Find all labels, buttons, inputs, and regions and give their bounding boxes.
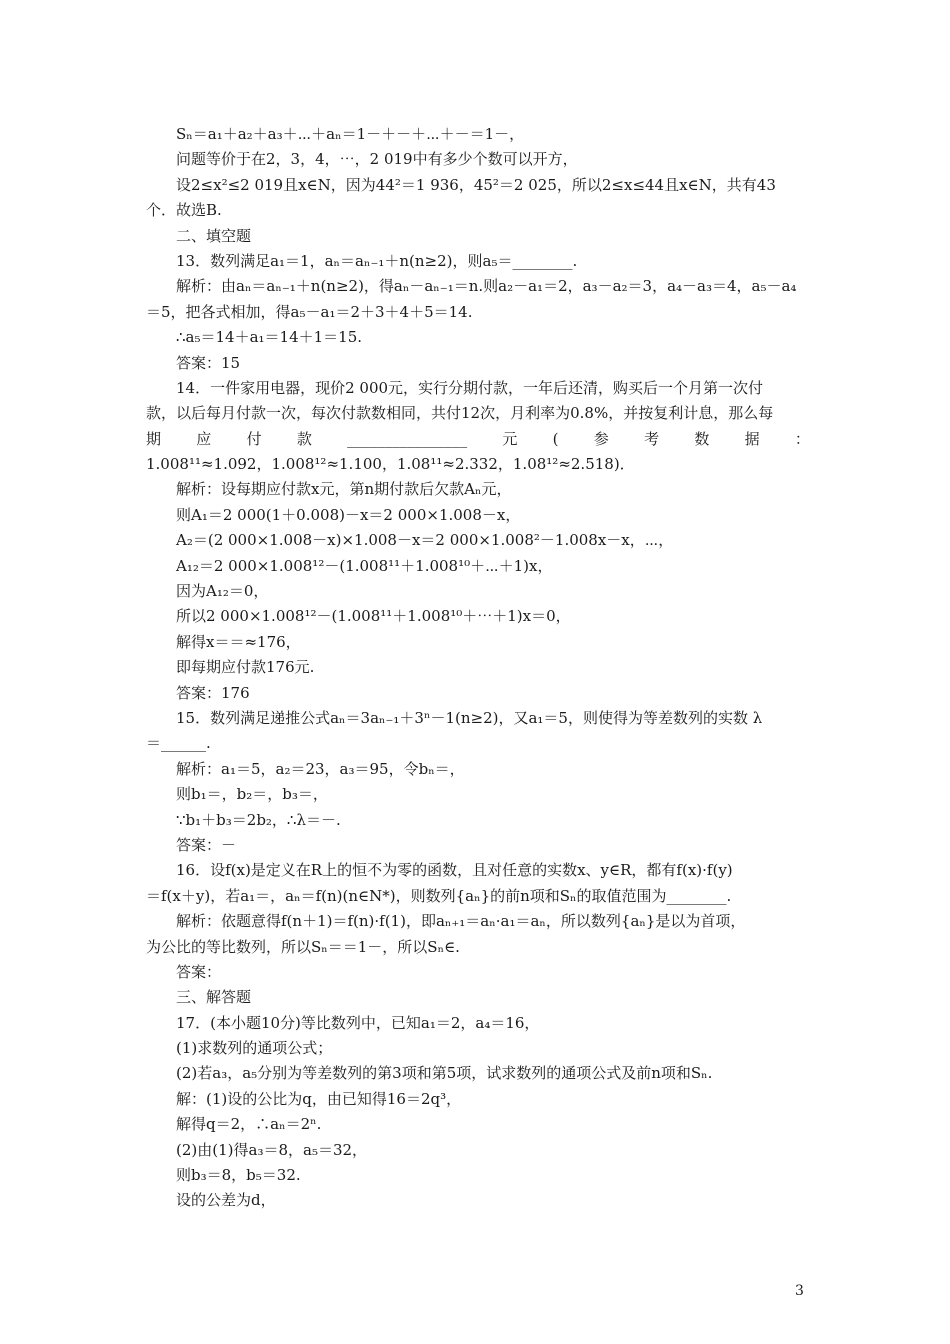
text-fragment: 款 xyxy=(296,429,312,448)
text-line: 二、填空题 xyxy=(176,226,252,245)
text-fragment: 付 xyxy=(246,429,262,448)
text-fragment: 数 xyxy=(694,429,710,448)
text-line: 14．一件家用电器，现价2 000元，实行分期付款，一年后还清，购买后一个月第一次付 xyxy=(176,378,764,397)
text-line: 答案：15 xyxy=(176,353,241,372)
text-line: 17．(本小题10分)等比数列中，已知a₁＝2，a₄＝16， xyxy=(176,1013,540,1032)
text-line: 解：(1)设的公比为q，由已知得16＝2q³， xyxy=(176,1089,462,1108)
text-fragment: 元 xyxy=(502,429,518,448)
text-line: A₁₂＝2 000×1.008¹²－(1.008¹¹＋1.008¹⁰＋⋯＋1)x， xyxy=(176,556,553,575)
text-fragment: 参 xyxy=(593,429,609,448)
text-line: 解得q＝2，∴aₙ＝2ⁿ. xyxy=(176,1115,322,1134)
text-line: (1)求数列的通项公式； xyxy=(176,1039,333,1058)
page-content xyxy=(146,122,810,1214)
text-fragment: 考 xyxy=(644,429,660,448)
text-fragment: ( xyxy=(552,429,559,448)
text-line: (2)若a₃，a₅分别为等差数列的第3项和第5项，试求数列的通项公式及前n项和Sₙ. xyxy=(176,1064,713,1083)
text-line: 1.008¹¹≈1.092，1.008¹²≈1.100，1.08¹¹≈2.332，1.08¹²≈2.518)． xyxy=(146,455,635,474)
text-line: ＝f(x＋y)，若a₁＝，aₙ＝f(n)(n∈N*)，则数列{aₙ}的前n项和Sₙ的取值范围为________. xyxy=(146,886,732,905)
text-fragment: 期 xyxy=(146,429,162,448)
text-line: 则b₃＝8，b₅＝32. xyxy=(176,1166,301,1185)
text-line: 设2≤x²≤2 019且x∈N，因为44²＝1 936，45²＝2 025，所以2≤x≤44且x∈N，共有43 xyxy=(176,175,776,194)
text-line: ＝______. xyxy=(146,734,211,753)
text-line: 解析：依题意得f(n＋1)＝f(n)·f(1)，即aₙ₊₁＝aₙ·a₁＝aₙ，所以数列{aₙ}是以为首项， xyxy=(176,912,746,931)
text-fragment: ： xyxy=(794,429,810,448)
text-line: 15．数列满足递推公式aₙ＝3aₙ₋₁＋3ⁿ－1(n≥2)，又a₁＝5，则使得为等差数列的实数 λ xyxy=(176,708,763,727)
text-line: 为公比的等比数列，所以Sₙ＝＝1－，所以Sₙ∈. xyxy=(146,937,460,956)
text-fragment: 据 xyxy=(744,429,760,448)
page-number: 3 xyxy=(795,1283,804,1299)
text-line: 答案： xyxy=(176,962,222,981)
text-line: 三、解答题 xyxy=(176,988,252,1007)
text-line: 因为A₁₂＝0， xyxy=(176,582,269,601)
text-line: 款，以后每月付款一次，每次付款数相同，共付12次，月利率为0.8%，并按复利计息，那么每 xyxy=(146,404,774,423)
text-line: (2)由(1)得a₃＝8，a₅＝32， xyxy=(176,1140,368,1159)
text-line: 所以2 000×1.008¹²－(1.008¹¹＋1.008¹⁰＋⋯＋1)x＝0， xyxy=(176,607,571,626)
text-line: ＝5，把各式相加，得a₅－a₁＝2＋3＋4＋5＝14. xyxy=(146,302,473,321)
text-line: 答案：－ xyxy=(176,835,237,854)
text-line: 设的公差为d， xyxy=(176,1191,276,1210)
text-line: 13．数列满足a₁＝1，aₙ＝aₙ₋₁＋n(n≥2)，则a₅＝________. xyxy=(176,251,578,270)
text-line: 解析：设每期应付款x元，第n期付款后欠款Aₙ元， xyxy=(176,480,512,499)
text-line: 即每期应付款176元. xyxy=(176,658,315,677)
text-line: 答案：176 xyxy=(176,683,250,702)
text-line: A₂＝(2 000×1.008－x)×1.008－x＝2 000×1.008²－1.008x－x，⋯， xyxy=(176,531,674,550)
text-line: 解得x＝＝≈176， xyxy=(176,632,301,651)
text-fragment: ________________ xyxy=(347,429,468,448)
text-line: 则b₁＝，b₂＝，b₃＝， xyxy=(176,785,328,804)
text-line: 16．设f(x)是定义在R上的恒不为零的函数，且对任意的实数x、y∈R，都有f(x)·f(y) xyxy=(176,861,733,880)
text-line: Sₙ＝a₁＋a₂＋a₃＋⋯＋aₙ＝1－＋－＋⋯＋－＝1－， xyxy=(176,125,525,143)
text-line: 解析：由aₙ＝aₙ₋₁＋n(n≥2)，得aₙ－aₙ₋₁＝n.则a₂－a₁＝2，a₃－a₂＝3，a₄－a₃＝4，a₅－a₄ xyxy=(176,277,797,296)
text-line: 问题等价于在2，3，4，⋯，2 019中有多少个数可以开方， xyxy=(176,150,578,169)
text-line: 则A₁＝2 000(1＋0.008)－x＝2 000×1.008－x， xyxy=(176,505,521,524)
text-line: 解析：a₁＝5，a₂＝23，a₃＝95，令bₙ＝， xyxy=(176,759,465,778)
text-line xyxy=(146,427,810,452)
text-line: 个．故选B. xyxy=(146,201,222,220)
text-line: ∴a₅＝14＋a₁＝14＋1＝15. xyxy=(176,328,363,347)
text-line: ∵b₁＋b₃＝2b₂，∴λ＝－. xyxy=(176,810,341,829)
text-fragment: 应 xyxy=(196,429,212,448)
